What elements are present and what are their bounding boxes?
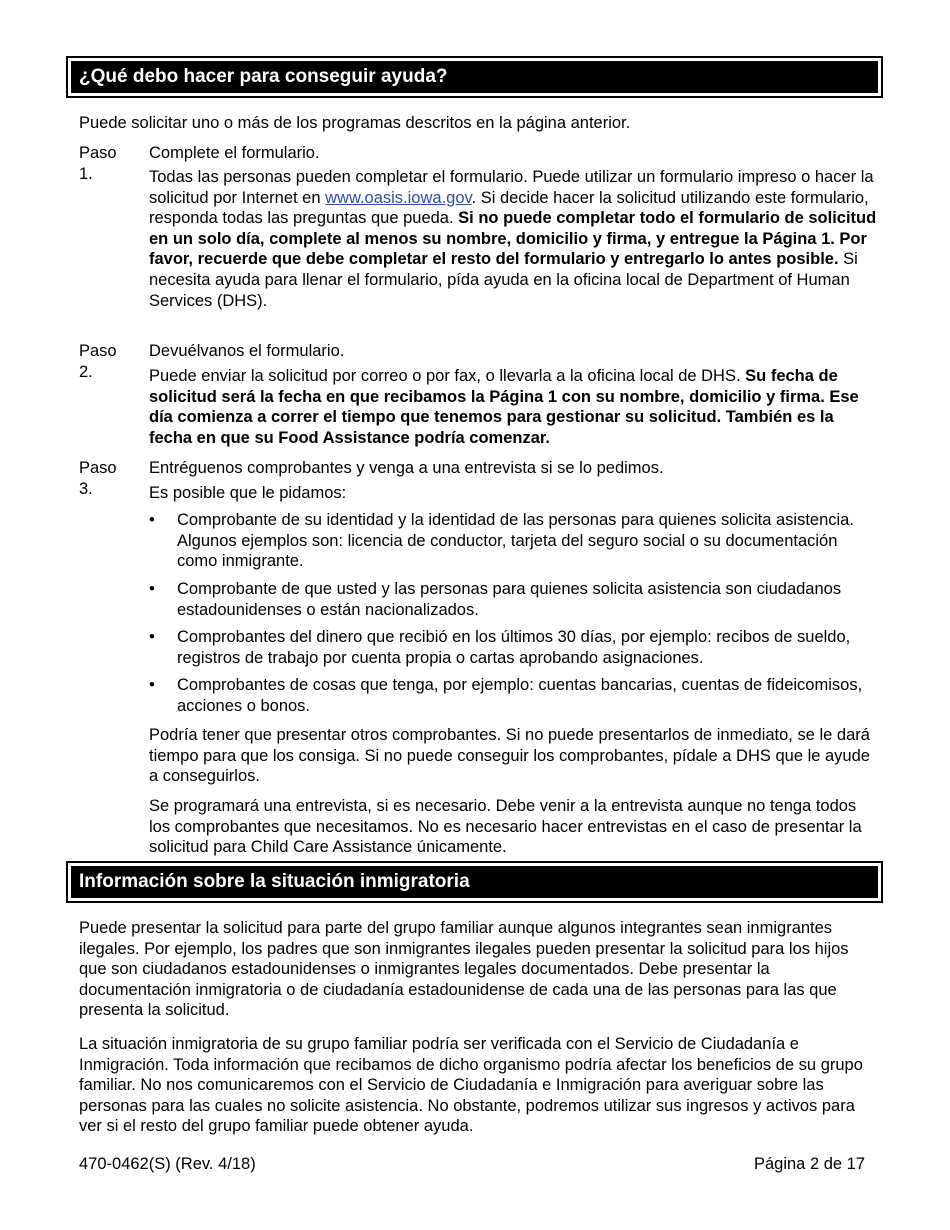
- step-title: Entréguenos comprobantes y venga a una entrevista si se lo pedimos.: [149, 459, 664, 477]
- body-text: . Si decide hacer la solicitud utilizando este formulario, responda todas las preguntas que pueda.: [149, 188, 869, 228]
- page-number: Página 2 de 17: [753, 1155, 865, 1173]
- form-number: 470-0462(S) (Rev. 4/18): [79, 1155, 256, 1173]
- step-title: Complete el formulario.: [149, 144, 320, 162]
- step-2-body: [149, 366, 877, 448]
- step-3-lead: Es posible que le pidamos:: [149, 484, 347, 502]
- body-text: Puede enviar la solicitud por correo o por fax, o llevarla a la oficina local de DHS.: [149, 367, 746, 385]
- bold-notice: Si no puede completar todo el formulario de solicitud en un solo día, complete al menos su nombre, domicilio y firma, y entregue la Página 1. Por favor, recuerde que debe completar el resto del formulario y entregarlo lo antes posible.: [149, 209, 877, 269]
- list-item-text: Comprobantes de cosas que tenga, por ejemplo: cuentas bancarias, cuentas de fideicomisos, acciones o bonos.: [177, 676, 863, 715]
- step-3-para-2: Se programará una entrevista, si es necesario. Debe venir a la entrevista aunque no tenga todos los comprobantes que necesitamos. No es necesario hacer entrevistas en el caso de presentar la solicitud para Child Care Assistance únicamente.: [149, 797, 862, 857]
- body-text: Si necesita ayuda para llenar el formulario, pída ayuda en la oficina local de Department of Human Services (DHS).: [149, 250, 858, 310]
- bullet-icon: •: [149, 511, 155, 529]
- section-header-immigration: [66, 861, 883, 903]
- oasis-link[interactable]: www.oasis.iowa.gov: [325, 188, 472, 207]
- intro-text: Puede solicitar uno o más de los programas descritos en la página anterior.: [79, 114, 631, 132]
- bullet-icon: •: [149, 676, 155, 694]
- list-item-text: Comprobantes del dinero que recibió en los últimos 30 días, por ejemplo: recibos de sueldo, registros de trabajo por cuenta propia o cartas aprobando asignaciones.: [177, 628, 851, 667]
- list-item-text: Comprobante de que usted y las personas para quienes solicita asistencia son ciudadanos estadounidenses o están nacionalizados.: [177, 580, 842, 619]
- bullet-icon: •: [149, 580, 155, 598]
- step-1-body: [149, 167, 877, 311]
- immigration-para-2: La situación inmigratoria de su grupo familiar podría ser verificada con el Servicio de Ciudadanía e Inmigración. Toda información que recibamos de dicho organismo podría afectar los beneficios de su grupo familiar. No nos comunicaremos con el Servicio de Ciudadanía e Inmigración para averiguar sobre las personas para las cuales no solicite asistencia. No obstante, podremos utilizar sus ingresos y activos para ver si el resto del grupo familiar puede obtener ayuda.: [79, 1035, 863, 1136]
- step-title: Devuélvanos el formulario.: [149, 342, 345, 360]
- step-number: Paso 3.: [79, 459, 117, 498]
- section-header-help: [66, 56, 883, 98]
- step-number: Paso 2.: [79, 342, 117, 381]
- body-text: Todas las personas pueden completar el formulario. Puede utilizar un formulario impreso o hacer la solicitud por Internet en: [149, 168, 874, 207]
- section-title: Información sobre la situación inmigratoria: [71, 866, 878, 898]
- bullet-icon: •: [149, 628, 155, 646]
- list-item-text: Comprobante de su identidad y la identidad de las personas para quienes solicita asistencia. Algunos ejemplos son: licencia de conductor, tarjeta del seguro social o su documentación como inmigrante.: [177, 511, 854, 571]
- step-3-para-1: Podría tener que presentar otros comprobantes. Si no puede presentarlos de inmediato, se le dará tiempo para que los consiga. Si no puede conseguir los comprobantes, pídale a DHS que le ayude a conseguirlos.: [149, 726, 870, 786]
- step-number: Paso 1.: [79, 144, 117, 183]
- section-title: ¿Qué debo hacer para conseguir ayuda?: [71, 61, 878, 93]
- immigration-para-1: Puede presentar la solicitud para parte del grupo familiar aunque algunos integrantes sean inmigrantes ilegales. Por ejemplo, los padres que son inmigrantes ilegales pueden presentar la solicitud para los hijos que son ciudadanos estadounidenses o inmigrantes legales documentados. Debe presentar la documentación inmigratoria o de ciudadanía estadounidense de cada una de las personas para las que presenta la solicitud.: [79, 919, 849, 1020]
- bold-notice: Su fecha de solicitud será la fecha en que recibamos la Página 1 con su nombre, domicilio y firma. Ese día comienza a correr el tiempo que tenemos para gestionar su solicitud. También es la fecha en que su Food Assistance podría comenzar.: [149, 367, 859, 447]
